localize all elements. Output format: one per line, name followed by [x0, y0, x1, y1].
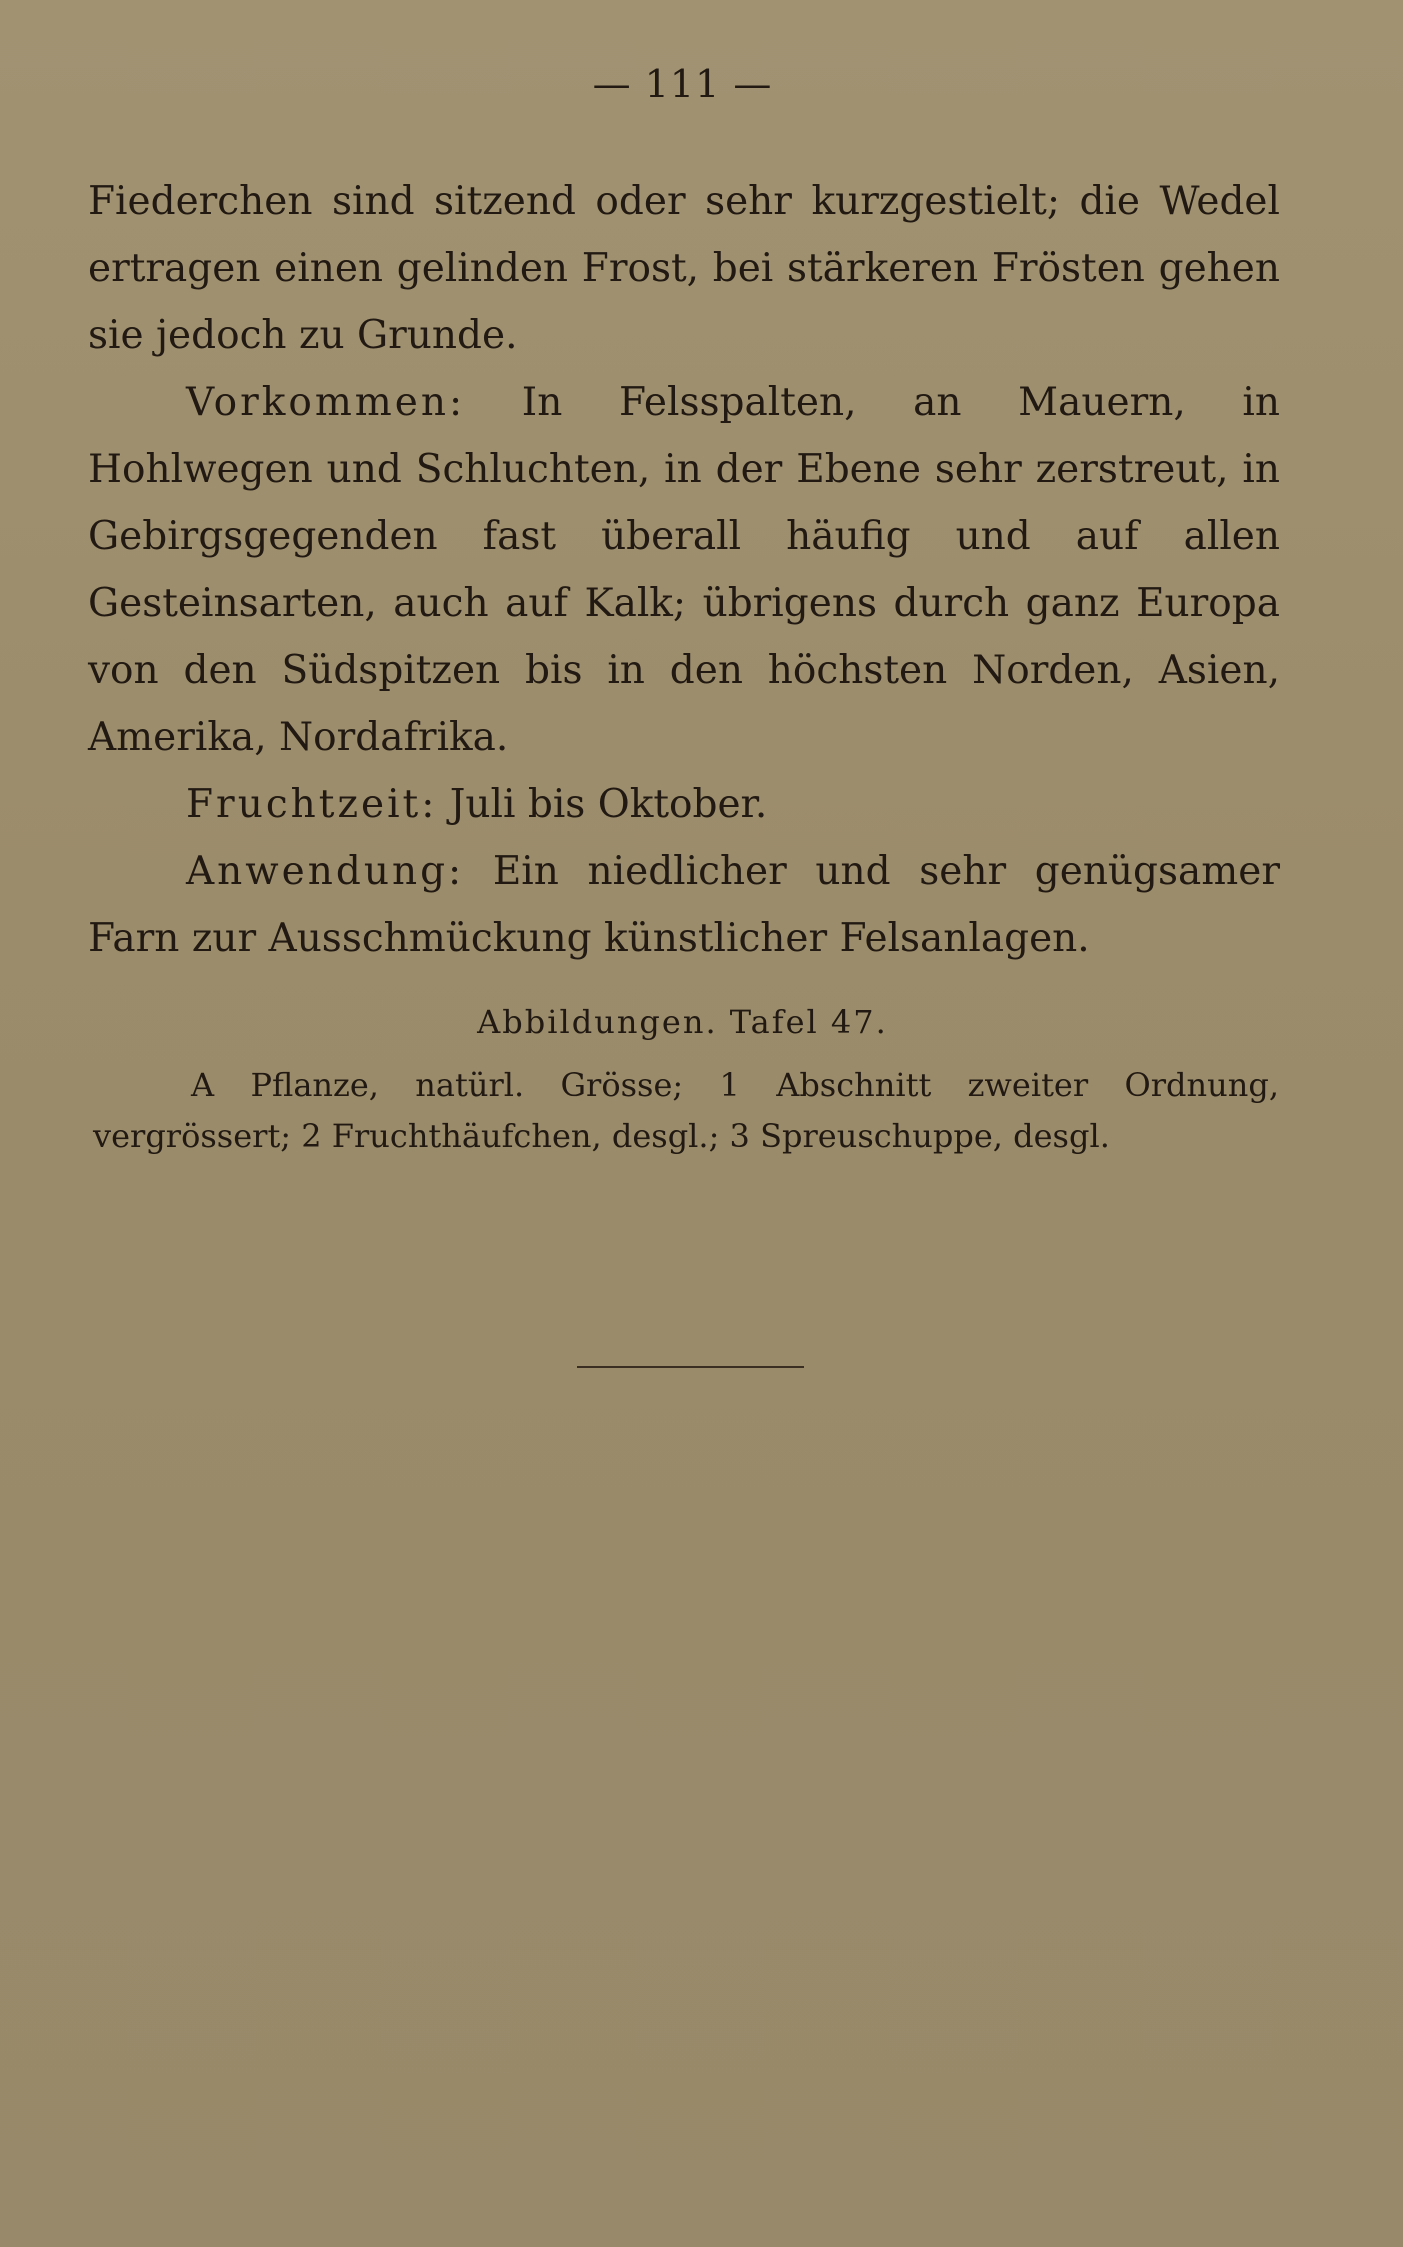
figures-caption: A Pflanze, natürl. Grösse; 1 Abschnitt zweiter Ordnung, vergrössert; 2 Fruchthäufchen, desgl.; 3 Spreuschuppe, desgl.	[93, 1066, 1279, 1155]
fruchtzeit-text: Juli bis Oktober.	[437, 782, 768, 827]
anwendung-text: Ein niedlicher und sehr genügsamer Farn zur Ausschmückung künstlicher Felsanlagen.	[88, 849, 1280, 961]
figures-caption-block	[93, 1060, 1279, 1162]
anwendung-paragraph	[88, 838, 1280, 972]
vorkommen-paragraph	[88, 369, 1280, 771]
anwendung-label: Anwendung:	[186, 849, 465, 894]
fruchtzeit-label: Fruchtzeit:	[186, 782, 438, 827]
page-number: — 111 —	[592, 62, 773, 106]
figures-heading: Abbildungen. Tafel 47.	[477, 1003, 888, 1041]
fruchtzeit-paragraph	[88, 771, 1280, 838]
vorkommen-label: Vorkommen:	[186, 380, 466, 425]
body-text	[88, 168, 1280, 972]
intro-paragraph: Fiederchen sind sitzend oder sehr kurzgestielt; die Wedel ertragen einen gelinden Frost, bei stärkeren Frösten gehen sie jedoch zu Grunde.	[88, 179, 1280, 358]
section-divider	[577, 1366, 804, 1368]
vorkommen-text: In Felsspalten, an Mauern, in Hohlwegen und Schluchten, in der Ebene sehr zerstreut, in Gebirgsgegenden fast überall häufig und auf allen Gesteinsarten, auch auf Kalk; übrigens durch ganz Europa von den Südspitzen bis in den höchsten Norden, Asien, Amerika, Nordafrika.	[88, 380, 1280, 760]
